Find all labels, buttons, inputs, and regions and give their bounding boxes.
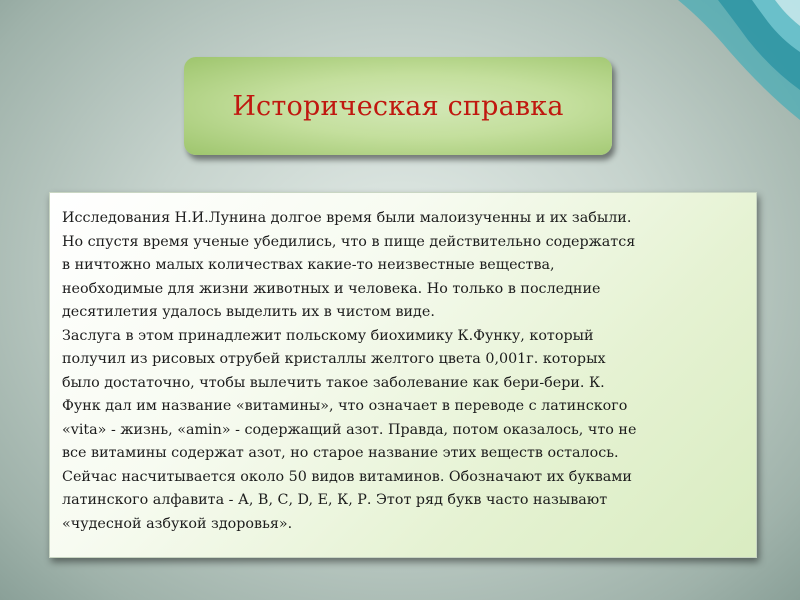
- title-banner: [184, 57, 612, 155]
- content-panel: [49, 192, 757, 558]
- slide-body-text: Исследования Н.И.Лунина долгое время были малоизученны и их забыли. Но спустя время ученые убедились, что в пище действительно содержатся в ничтожно малых количествах какие-то неизвестные вещества, необходимые для жизни животных и человека. Но только в последние десятилетия удалось выделить их в чистом виде. Заслуга в этом принадлежит польскому биохимику К.Функу, который получил из рисовых отрубей кристаллы желтого цвета 0,001г. которых было достаточно, чтобы вылечить такое заболевание как бери-бери. К. Функ дал им название «витамины», что означает в переводе с латинского «vita» - жизнь, «amin» - содержащий азот. Правда, потом оказалось, что не все витамины содержат азот, но старое название этих веществ осталось. Сейчас насчитывается около 50 видов витаминов. Обозначают их буквами латинского алфавита - А, В, С, D, Е, К, Р. Этот ряд букв часто называют «чудесной азбукой здоровья».: [62, 210, 637, 532]
- slide-title: Историческая справка: [232, 90, 564, 122]
- corner-decoration: [660, 0, 800, 140]
